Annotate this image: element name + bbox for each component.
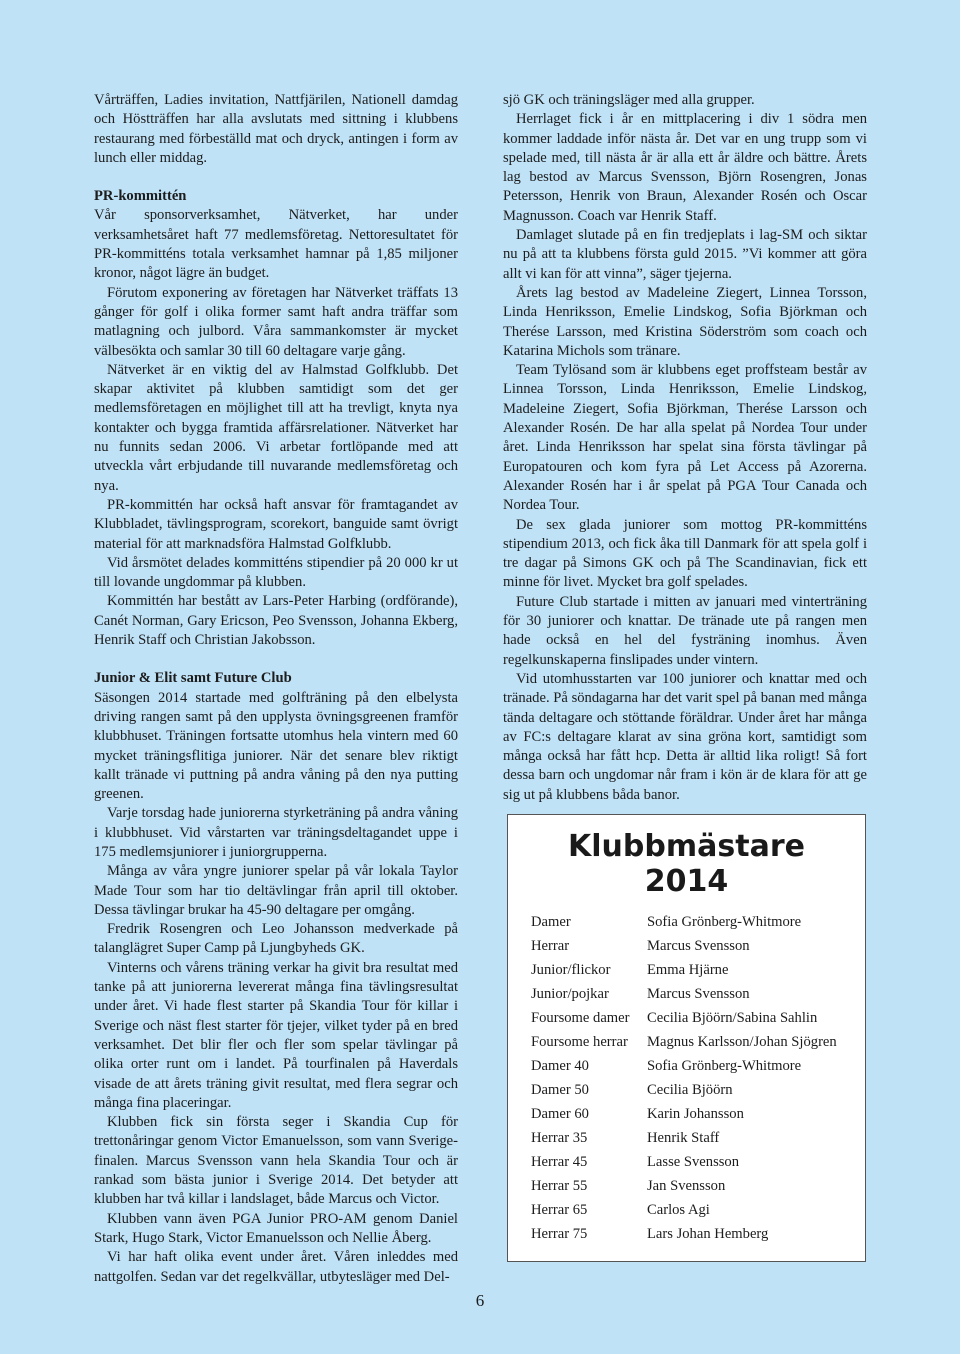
klubbmastare-title bbox=[508, 829, 865, 899]
right-paragraph-8: Vid utomhusstarten var 100 juniorer och knattar med och tränade. På söndagarna har det varit spel på banan med många tända deltagare och stöttande föräldrar. Under året har många av FC:s deltagare klarat av sina gröna kort, samtidigt som många också har fått hcp. Detta är alltid lika roligt! Så fort dessa barn och ungdomar når fram i kön är de klara för att ge sig ut på klubbens båda banor. bbox=[503, 670, 867, 803]
pr-paragraph-5: Vid årsmötet delades kommitténs stipendier på 20 000 kr ut till lovande ungdommar på klubben. bbox=[94, 554, 458, 591]
winner-row bbox=[531, 1102, 851, 1126]
winner-name: Cecilia Bjöörn bbox=[647, 1082, 733, 1098]
right-column bbox=[503, 91, 867, 805]
winner-name: Karin Johansson bbox=[647, 1106, 744, 1122]
winner-row bbox=[531, 934, 851, 958]
page-number: 6 bbox=[475, 1291, 485, 1310]
winner-row bbox=[531, 1126, 851, 1150]
heading-pr-kommitten: PR-kommittén bbox=[94, 188, 187, 205]
junior-paragraph-8: Vi har haft olika event under året. Våren inleddes med nattgolfen. Sedan var det regelkvällar, utbytesläger med Del- bbox=[94, 1249, 458, 1285]
winner-category: Foursome herrar bbox=[531, 1034, 628, 1050]
winner-category: Foursome damer bbox=[531, 1010, 630, 1026]
winner-name: Emma Hjärne bbox=[647, 962, 729, 978]
right-paragraph-5: Team Tylösand som är klubbens eget proffsteam består av Linnea Torsson, Linda Henriksson, Emelie Lindskog, Madeleine Ziegert, Sofia Björkman, Therése Larsson och Alexander Rosén. De har alla spelat på Nordea Tour under året. Linda Henriksson har spelat sina första tävlingar på Europatouren och kom fyra på Let Access på Azorerna. Alexander Rosén har i år spelat på PGA Tour Canada och Nordea Tour. bbox=[503, 362, 867, 514]
right-paragraph-2: Herrlaget fick i år en mittplacering i div 1 södra men kommer laddade inför nästa år. Det var en ung trupp som vi spelade med, till nästa år är alla ett år äldre och bättre. Årets lag bestod av Marcus Svensson, Björn Rosengren, Jonas Petersson, Henrik von Braun, Alexander Rosén och Oscar Magnusson. Coach var Henrik Staff. bbox=[503, 111, 867, 224]
winners-list bbox=[531, 910, 851, 1246]
winner-row bbox=[531, 958, 851, 982]
junior-paragraph-1: Säsongen 2014 startade med golfträning på den elbelysta driving rangen samt på den upplysta övningsgreenen framför klubbhuset. Träningen fortsatte utomhus hela vintern med 60 mycket träningsflitiga juniorer. När det senare blev riktigt kallt tränade vi puttning på andra våning på den nya putting greenen. bbox=[94, 689, 458, 803]
winner-name: Marcus Svensson bbox=[647, 986, 750, 1002]
winner-category: Herrar 55 bbox=[531, 1178, 588, 1194]
junior-paragraph-5: Vinterns och vårens träning verkar ha givit bra resultat med tanke på att juniorerna levererat många fina tävlingsresultat under året. Vi hade flest starter på Skandia Tour för killar i Sverige och näst flest starter för tjejer, vilket tyder på en bred verksamhet. Det blir fler och fler som spelar tävlingar på olika orter runt om i landet. På tourfinalen på Haverdals visade de att årets träning givit resultat, med flera segrar och många fina placeringar. bbox=[94, 959, 458, 1111]
pr-paragraph-1: Vår sponsorverksamhet, Nätverket, har under verksamhetsåret haft 77 medlemsföretag. Nettoresultatet för PR-kommitténs totala verksamhet hamnar på 1,85 miljoner kronor, något lägre än budget. bbox=[94, 207, 458, 282]
winner-category: Herrar 75 bbox=[531, 1226, 588, 1242]
pr-paragraph-4: PR-kommittén har också haft ansvar för framtagandet av Klubbladet, tävlingsprogram, scorekort, banguide samt övrigt material för att marknadsföra Halmstad Golfklubb. bbox=[94, 496, 458, 552]
winner-category: Herrar bbox=[531, 938, 570, 954]
junior-paragraph-7: Klubben vann även PGA Junior PRO-AM genom Daniel Stark, Hugo Stark, Victor Emanuelsson och Nellie Åberg. bbox=[94, 1210, 458, 1246]
klubbmastare-box bbox=[507, 814, 866, 1262]
pr-paragraph-6: Kommittén har bestått av Lars-Peter Harbing (ordförande), Canét Norman, Gary Ericson, Peo Svensson, Johanna Ekberg, Henrik Staff och Christian Jakobsson. bbox=[94, 593, 458, 649]
winner-row bbox=[531, 1006, 851, 1030]
intro-paragraph: Vårträffen, Ladies invitation, Nattfjärilen, Nationell damdag och Höstträffen har alla avslutats med sittning i klubbens restaurang med förbeställd mat och dryck, antingen i form av lunch eller middag. bbox=[94, 92, 458, 166]
winner-name: Carlos Agi bbox=[647, 1202, 710, 1218]
left-column bbox=[94, 91, 458, 1287]
heading-junior-elit: Junior & Elit samt Future Club bbox=[94, 670, 292, 687]
junior-paragraph-4: Fredrik Rosengren och Leo Johansson medverkade på talanglägret Super Camp på Ljungbyheds GK. bbox=[94, 921, 458, 957]
klubbmastare-title-line2: 2014 bbox=[644, 864, 729, 899]
winner-row bbox=[531, 982, 851, 1006]
winner-category: Damer 40 bbox=[531, 1058, 589, 1074]
winner-category: Damer 60 bbox=[531, 1106, 589, 1122]
winner-category: Damer 50 bbox=[531, 1082, 589, 1098]
pr-paragraph-2: Förutom exponering av företagen har Nätverket träffats 13 gånger för golf i olika former samt haft andra träffar som matlagning och julbord. Våra sammankomster är mycket välbesökta och samlar 30 till 60 deltagare varje gång. bbox=[94, 284, 458, 359]
right-paragraph-6: De sex glada juniorer som mottog PR-kommitténs stipendium 2013, och fick åka till Danmark för att spela golf i tre dagar på Simons GK och på The Scandinavian, fick ett minne för livet. Mycket bra golf spelades. bbox=[503, 516, 867, 591]
junior-paragraph-2: Varje torsdag hade juniorerna styrketräning på andra våning i klubbhuset. Vid vårstarten var träningsdeltagandet uppe i 175 medlemsjuniorer i juniorgrupperna. bbox=[94, 805, 458, 860]
winner-category: Herrar 45 bbox=[531, 1154, 588, 1170]
winner-row bbox=[531, 1222, 851, 1246]
junior-paragraph-6: Klubben fick sin första seger i Skandia Cup för trettonåringar genom Victor Emanuelsson, som vann Sverige-finalen. Marcus Svensson vann hela Skandia Tour och är rankad som bästa junior i Sverige 2014. Det betyder att klubben har två killar i landslaget, både Marcus och Victor. bbox=[94, 1114, 458, 1208]
winner-name: Sofia Grönberg-Whitmore bbox=[647, 914, 802, 930]
winner-row bbox=[531, 910, 851, 934]
junior-paragraph-3: Många av våra yngre juniorer spelar på vår lokala Taylor Made Tour som har tio deltävlingar från april till oktober. Dessa tävlingar brukar ha 45-90 deltagare per omgång. bbox=[94, 863, 458, 918]
klubbmastare-title-line1: Klubbmästare bbox=[568, 829, 805, 864]
winner-name: Cecilia Bjöörn/Sabina Sahlin bbox=[647, 1010, 818, 1026]
winner-category: Damer bbox=[531, 914, 571, 930]
winner-row bbox=[531, 1078, 851, 1102]
winner-name: Lars Johan Hemberg bbox=[647, 1226, 769, 1242]
right-paragraph-1: sjö GK och träningsläger med alla grupper. bbox=[503, 92, 755, 108]
winner-category: Herrar 35 bbox=[531, 1130, 588, 1146]
winner-name: Magnus Karlsson/Johan Sjögren bbox=[647, 1034, 837, 1050]
winner-row bbox=[531, 1054, 851, 1078]
winner-name: Sofia Grönberg-Whitmore bbox=[647, 1058, 802, 1074]
winner-row bbox=[531, 1150, 851, 1174]
winner-category: Junior/flickor bbox=[531, 962, 611, 978]
winner-row bbox=[531, 1198, 851, 1222]
winner-name: Henrik Staff bbox=[647, 1130, 720, 1146]
pr-paragraph-3: Nätverket är en viktig del av Halmstad Golfklubb. Det skapar aktivitet på klubben samtidigt som det ger medlemsföretagen en möjlighet till att ha trevligt, knyta nya kontakter och bygga framtida affärsrelationer. Nätverket har nu funnits sedan 2006. Vi arbetar fortlöpande med att utveckla vårt erbjudande till nuvarande medlemsföretag och nya. bbox=[94, 361, 458, 494]
winner-category: Junior/pojkar bbox=[531, 986, 609, 1002]
right-paragraph-3: Damlaget slutade på en fin tredjeplats i lag-SM och siktar nu på att ta klubbens första guld 2015. ”Vi kommer att göra allt vi kan för att vinna”, säger tjejerna. bbox=[503, 227, 867, 282]
winner-name: Lasse Svensson bbox=[647, 1154, 740, 1170]
winner-name: Jan Svensson bbox=[647, 1178, 726, 1194]
right-paragraph-7: Future Club startade i mitten av januari med vinterträning för 30 juniorer och knattar. De tränade ute på rangen men hade också en hel del fysträning inomhus. Även regelkunskaperna finslipades under vintern. bbox=[503, 593, 867, 668]
right-paragraph-4: Årets lag bestod av Madeleine Ziegert, Linnea Torsson, Linda Henriksson, Emelie Lindskog, Sofia Björkman och Therése Larsson, med Kristina Söderström som coach och Katarina Michols som tränare. bbox=[503, 284, 867, 359]
winner-category: Herrar 65 bbox=[531, 1202, 588, 1218]
winner-row bbox=[531, 1030, 851, 1054]
winner-name: Marcus Svensson bbox=[647, 938, 750, 954]
winner-row bbox=[531, 1174, 851, 1198]
